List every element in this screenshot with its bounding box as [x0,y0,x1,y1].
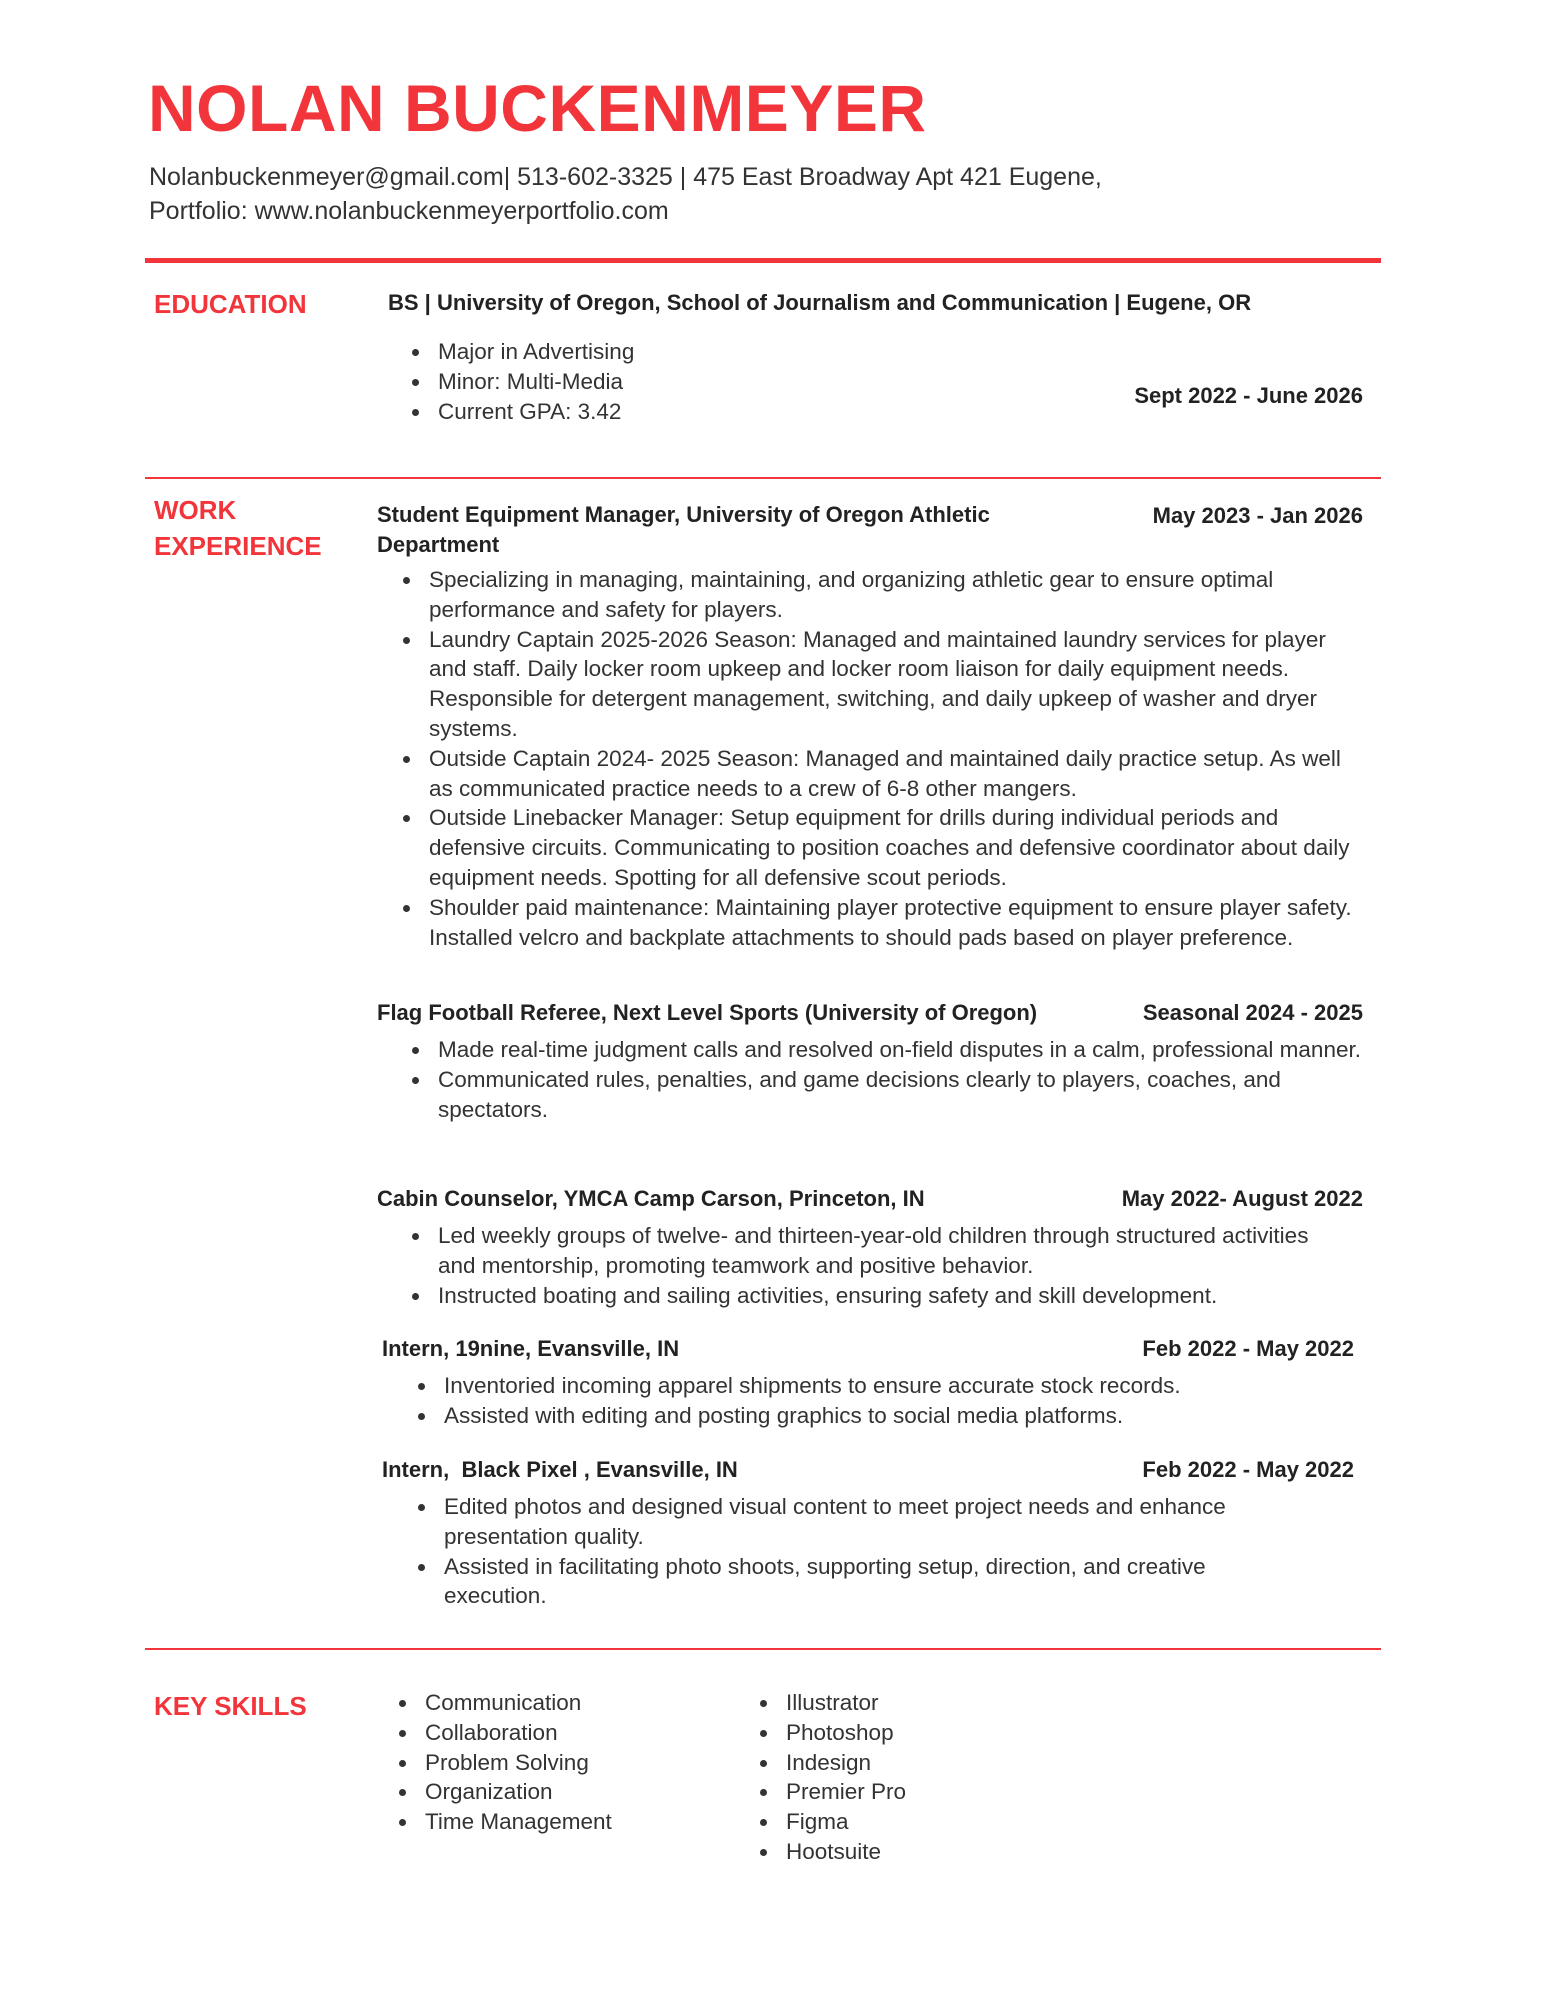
education-list [404,337,1004,426]
job-bullet: Led weekly groups of twelve- and thirteen-year-old children through structured activities and mentorship, promoting teamwork and positive behavior. [404,1221,1334,1281]
skill-item: Hootsuite [752,1837,1082,1867]
job-title: Cabin Counselor, YMCA Camp Carson, Princeton, IN [377,1186,925,1211]
job-title: Intern, 19nine, Evansville, IN [382,1336,680,1361]
job-title [377,500,990,560]
skill-item: Collaboration [391,1718,721,1748]
contact-line-1: Nolanbuckenmeyer@gmail.com| 513-602-3325 | 475 East Broadway Apt 421 Eugene, [149,163,1102,191]
job-title: Flag Football Referee, Next Level Sports (University of Oregon) [377,1000,1038,1025]
skill-item: Figma [752,1807,1082,1837]
education-item: Minor: Multi-Media [404,367,1004,397]
job-dates: Feb 2022 - May 2022 [1142,1457,1354,1482]
skill-item: Organization [391,1777,721,1807]
job-bullets [404,1035,1364,1124]
job-bullet: Edited photos and designed visual content to meet project needs and enhance presentation quality. [410,1492,1300,1552]
job-bullets [404,1221,1334,1310]
work-experience-heading [154,492,322,564]
job-bullet: Communicated rules, penalties, and game decisions clearly to players, coaches, and spectators. [404,1065,1364,1125]
contact-line-2: Portfolio: www.nolanbuckenmeyerportfolio.com [149,197,669,225]
job-bullet: Specializing in managing, maintaining, and organizing athletic gear to ensure optimal performance and safety for players. [395,565,1365,625]
job-dates: Feb 2022 - May 2022 [1142,1336,1354,1361]
job-bullet: Outside Captain 2024- 2025 Season: Managed and maintained daily practice setup. As well as communicated practice needs to a crew of 6-8 other mangers. [395,744,1365,804]
job-bullets [395,565,1365,952]
skill-item: Problem Solving [391,1748,721,1778]
job-bullet: Inventoried incoming apparel shipments to ensure accurate stock records. [410,1371,1340,1401]
skill-item: Premier Pro [752,1777,1082,1807]
section-divider [145,477,1381,479]
skills-list-left [391,1688,721,1837]
education-degree: BS | University of Oregon, School of Journalism and Communication | Eugene, OR [388,290,1252,315]
skill-item: Communication [391,1688,721,1718]
job-bullet: Assisted with editing and posting graphics to social media platforms. [410,1401,1340,1431]
key-skills-heading: KEY SKILLS [154,1691,307,1721]
contact-info [149,160,1102,228]
skill-item: Indesign [752,1748,1082,1778]
header-divider [145,258,1381,263]
job-bullet: Instructed boating and sailing activities, ensuring safety and skill development. [404,1281,1334,1311]
job-bullet: Shoulder paid maintenance: Maintaining player protective equipment to ensure player safety. Installed velcro and backplate attachments to should pads based on player preference. [395,893,1365,953]
job-bullet: Assisted in facilitating photo shoots, supporting setup, direction, and creative execution. [410,1552,1300,1612]
candidate-name: NOLAN BUCKENMEYER [148,71,927,145]
skill-item: Illustrator [752,1688,1082,1718]
skill-item: Time Management [391,1807,721,1837]
job-dates: Seasonal 2024 - 2025 [1142,1000,1363,1025]
job-bullets [410,1371,1340,1431]
section-divider [145,1648,1381,1650]
job-title: Intern, Black Pixel , Evansville, IN [382,1457,738,1482]
job-bullet: Outside Linebacker Manager: Setup equipment for drills during individual periods and defensive circuits. Communicating to position coaches and defensive coordinator about daily equipment needs. Spotting for all defensive scout periods. [395,803,1365,892]
job-title-line-1: Student Equipment Manager, University of Oregon Athletic [377,502,990,527]
job-bullet: Made real-time judgment calls and resolved on-field disputes in a calm, professional manner. [404,1035,1364,1065]
skill-item: Photoshop [752,1718,1082,1748]
job-bullet: Laundry Captain 2025-2026 Season: Managed and maintained laundry services for player and staff. Daily locker room upkeep and locker room liaison for daily equipment needs. Responsible for detergent management, switching, and daily upkeep of washer and dryer systems. [395,625,1365,744]
work-heading-line-2: EXPERIENCE [154,531,322,561]
education-dates: Sept 2022 - June 2026 [1134,383,1363,408]
education-item: Major in Advertising [404,337,1004,367]
job-dates: May 2023 - Jan 2026 [1152,503,1363,528]
job-bullets [410,1492,1300,1611]
job-dates: May 2022- August 2022 [1121,1186,1363,1211]
skills-list-right [752,1688,1082,1867]
education-item: Current GPA: 3.42 [404,397,1004,427]
job-title-line-2: Department [377,532,500,557]
education-heading: EDUCATION [154,289,307,319]
work-heading-line-1: WORK [154,495,237,525]
